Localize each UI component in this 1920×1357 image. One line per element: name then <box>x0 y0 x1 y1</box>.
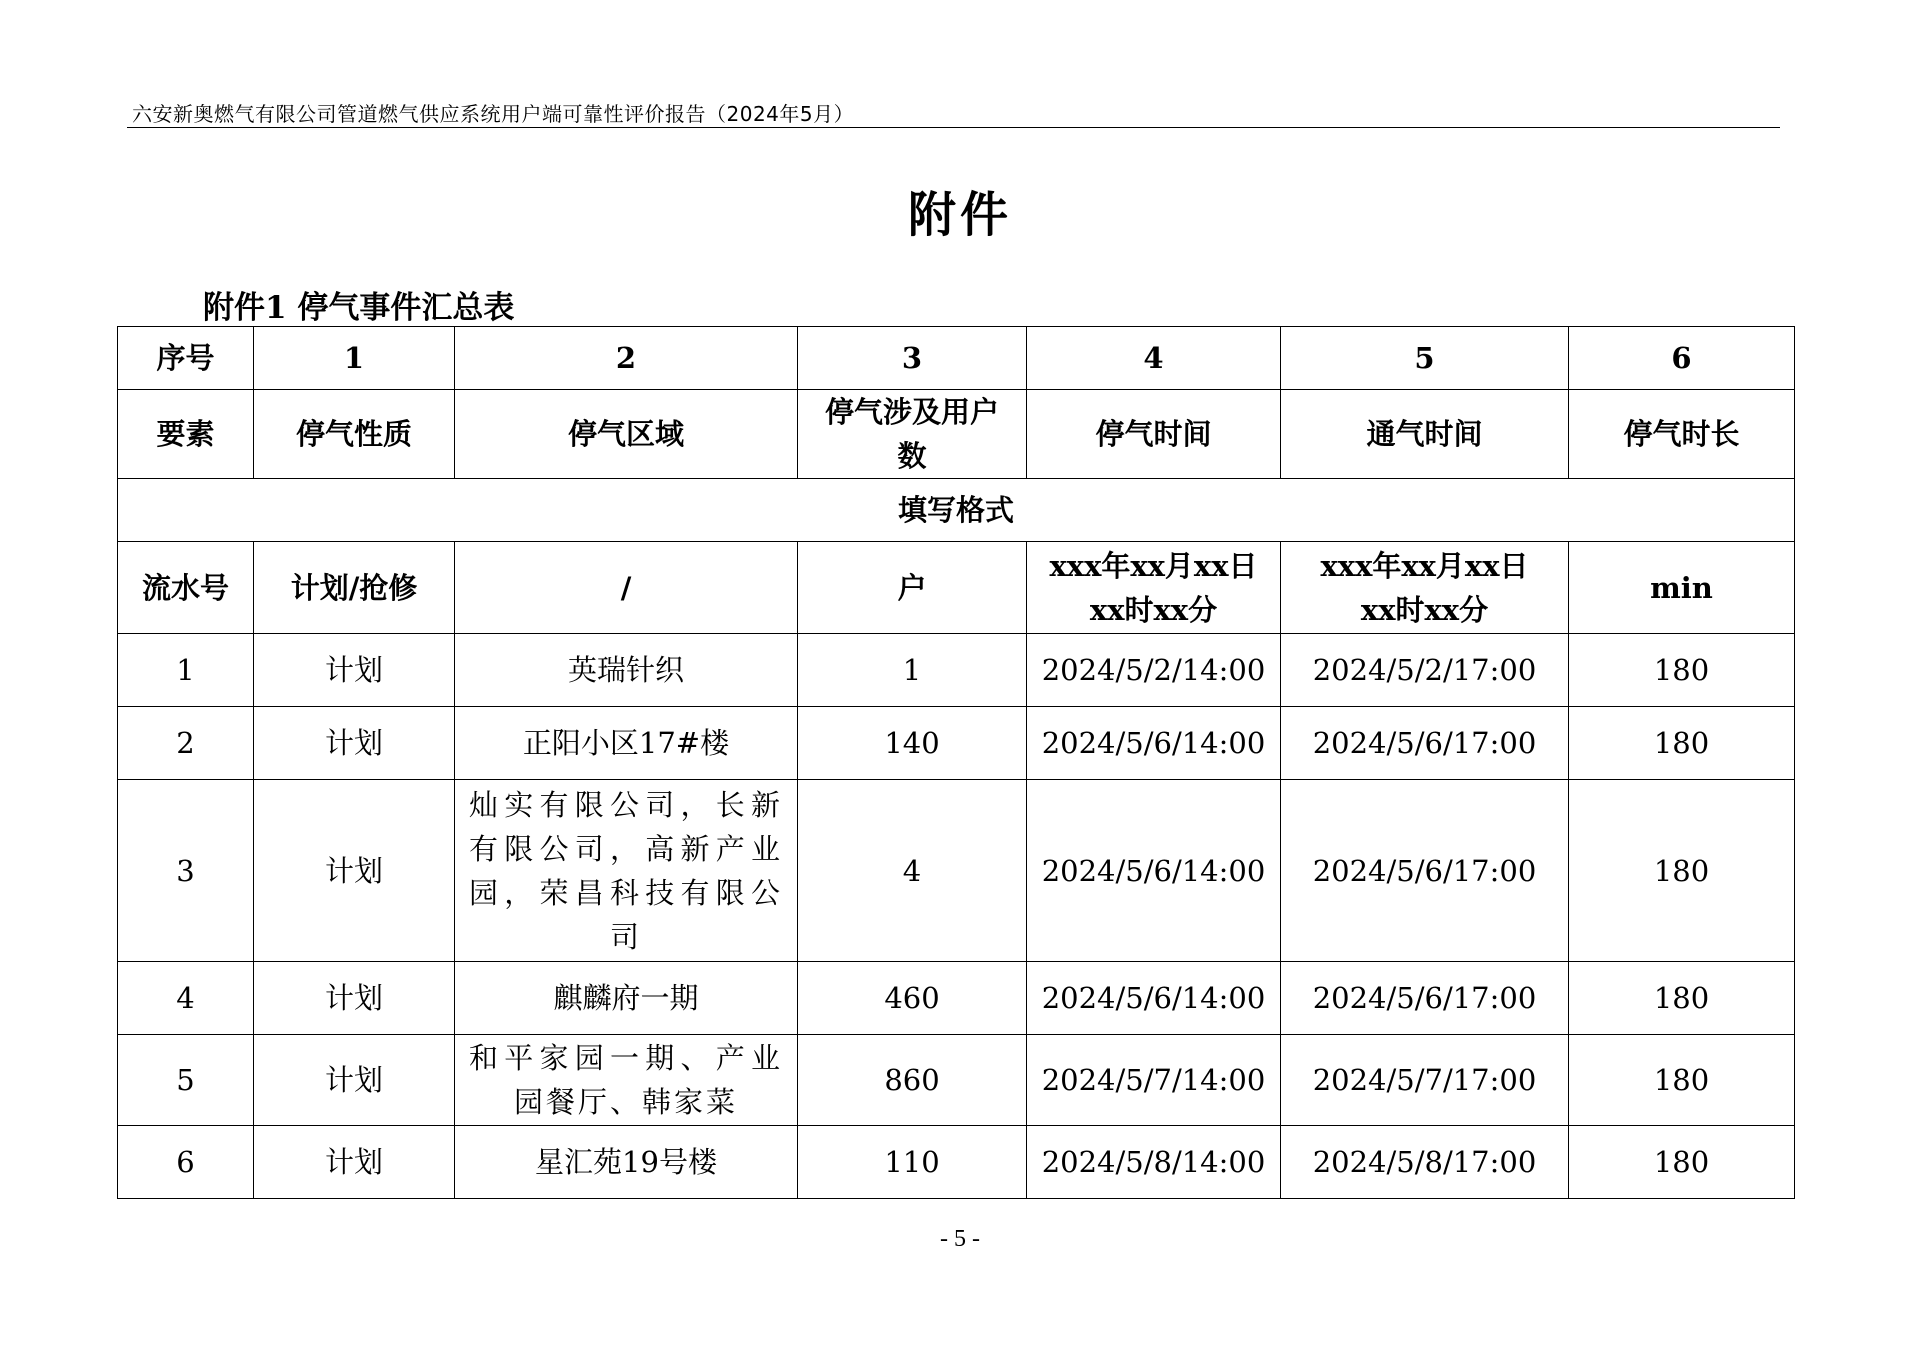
table-row <box>118 962 1795 1035</box>
row-restore-time: 2024/5/7/17:00 <box>1281 1035 1569 1126</box>
header-cell: 1 <box>254 327 455 390</box>
row-duration: 180 <box>1569 1035 1795 1126</box>
format-cell: xxx年xx月xx日xx时xx分 <box>1027 542 1281 634</box>
header-cell: 序号 <box>118 327 254 390</box>
row-users: 110 <box>798 1126 1027 1199</box>
row-no: 4 <box>118 962 254 1035</box>
row-restore-time: 2024/5/6/17:00 <box>1281 780 1569 962</box>
row-restore-time: 2024/5/2/17:00 <box>1281 634 1569 707</box>
row-no: 2 <box>118 707 254 780</box>
row-area: 麒麟府一期 <box>455 962 798 1035</box>
header-cell: 要素 <box>118 390 254 479</box>
row-type: 计划 <box>254 962 455 1035</box>
row-type: 计划 <box>254 1126 455 1199</box>
row-no: 5 <box>118 1035 254 1126</box>
row-duration: 180 <box>1569 707 1795 780</box>
table-row <box>118 780 1795 962</box>
row-users: 4 <box>798 780 1027 962</box>
row-duration: 180 <box>1569 962 1795 1035</box>
header-cell: 停气区域 <box>455 390 798 479</box>
row-duration: 180 <box>1569 634 1795 707</box>
header-cell: 停气性质 <box>254 390 455 479</box>
row-duration: 180 <box>1569 1126 1795 1199</box>
row-stop-time: 2024/5/6/14:00 <box>1027 780 1281 962</box>
header-rule <box>127 127 1780 128</box>
format-label: 填写格式 <box>118 479 1795 542</box>
row-type: 计划 <box>254 707 455 780</box>
row-area: 和平家园一期、产业园餐厅、韩家菜 <box>455 1035 798 1126</box>
row-restore-time: 2024/5/8/17:00 <box>1281 1126 1569 1199</box>
row-no: 6 <box>118 1126 254 1199</box>
format-cell: min <box>1569 542 1795 634</box>
row-users: 140 <box>798 707 1027 780</box>
element-row <box>118 390 1795 479</box>
table-row <box>118 1035 1795 1126</box>
format-cell: 计划/抢修 <box>254 542 455 634</box>
row-no: 3 <box>118 780 254 962</box>
header-cell: 6 <box>1569 327 1795 390</box>
outage-summary-table <box>117 326 1795 1199</box>
report-header: 六安新奥燃气有限公司管道燃气供应系统用户端可靠性评价报告（2024年5月） <box>132 102 855 126</box>
row-area: 英瑞针织 <box>455 634 798 707</box>
table-row <box>118 1126 1795 1199</box>
row-restore-time: 2024/5/6/17:00 <box>1281 707 1569 780</box>
header-cell: 2 <box>455 327 798 390</box>
row-type: 计划 <box>254 780 455 962</box>
row-stop-time: 2024/5/7/14:00 <box>1027 1035 1281 1126</box>
row-area: 正阳小区17#楼 <box>455 707 798 780</box>
table-title: 附件1 停气事件汇总表 <box>203 290 515 326</box>
row-stop-time: 2024/5/6/14:00 <box>1027 962 1281 1035</box>
document-title: 附件 <box>907 187 1012 243</box>
format-cell: 户 <box>798 542 1027 634</box>
format-label-row <box>118 479 1795 542</box>
format-cell: 流水号 <box>118 542 254 634</box>
table-row <box>118 707 1795 780</box>
header-cell: 3 <box>798 327 1027 390</box>
row-stop-time: 2024/5/8/14:00 <box>1027 1126 1281 1199</box>
row-duration: 180 <box>1569 780 1795 962</box>
row-no: 1 <box>118 634 254 707</box>
row-area: 灿实有限公司，长新有限公司，高新产业园，荣昌科技有限公司 <box>455 780 798 962</box>
row-users: 460 <box>798 962 1027 1035</box>
format-cell: xxx年xx月xx日xx时xx分 <box>1281 542 1569 634</box>
column-number-row <box>118 327 1795 390</box>
header-cell: 停气涉及用户数 <box>798 390 1027 479</box>
row-restore-time: 2024/5/6/17:00 <box>1281 962 1569 1035</box>
header-cell: 通气时间 <box>1281 390 1569 479</box>
header-cell: 停气时长 <box>1569 390 1795 479</box>
row-users: 1 <box>798 634 1027 707</box>
row-type: 计划 <box>254 634 455 707</box>
table-row <box>118 634 1795 707</box>
format-row <box>118 542 1795 634</box>
row-type: 计划 <box>254 1035 455 1126</box>
row-stop-time: 2024/5/2/14:00 <box>1027 634 1281 707</box>
row-users: 860 <box>798 1035 1027 1126</box>
format-cell: / <box>455 542 798 634</box>
header-cell: 停气时间 <box>1027 390 1281 479</box>
row-stop-time: 2024/5/6/14:00 <box>1027 707 1281 780</box>
row-area: 星汇苑19号楼 <box>455 1126 798 1199</box>
header-cell: 5 <box>1281 327 1569 390</box>
page-number: - 5 - <box>940 1226 980 1252</box>
header-cell: 4 <box>1027 327 1281 390</box>
